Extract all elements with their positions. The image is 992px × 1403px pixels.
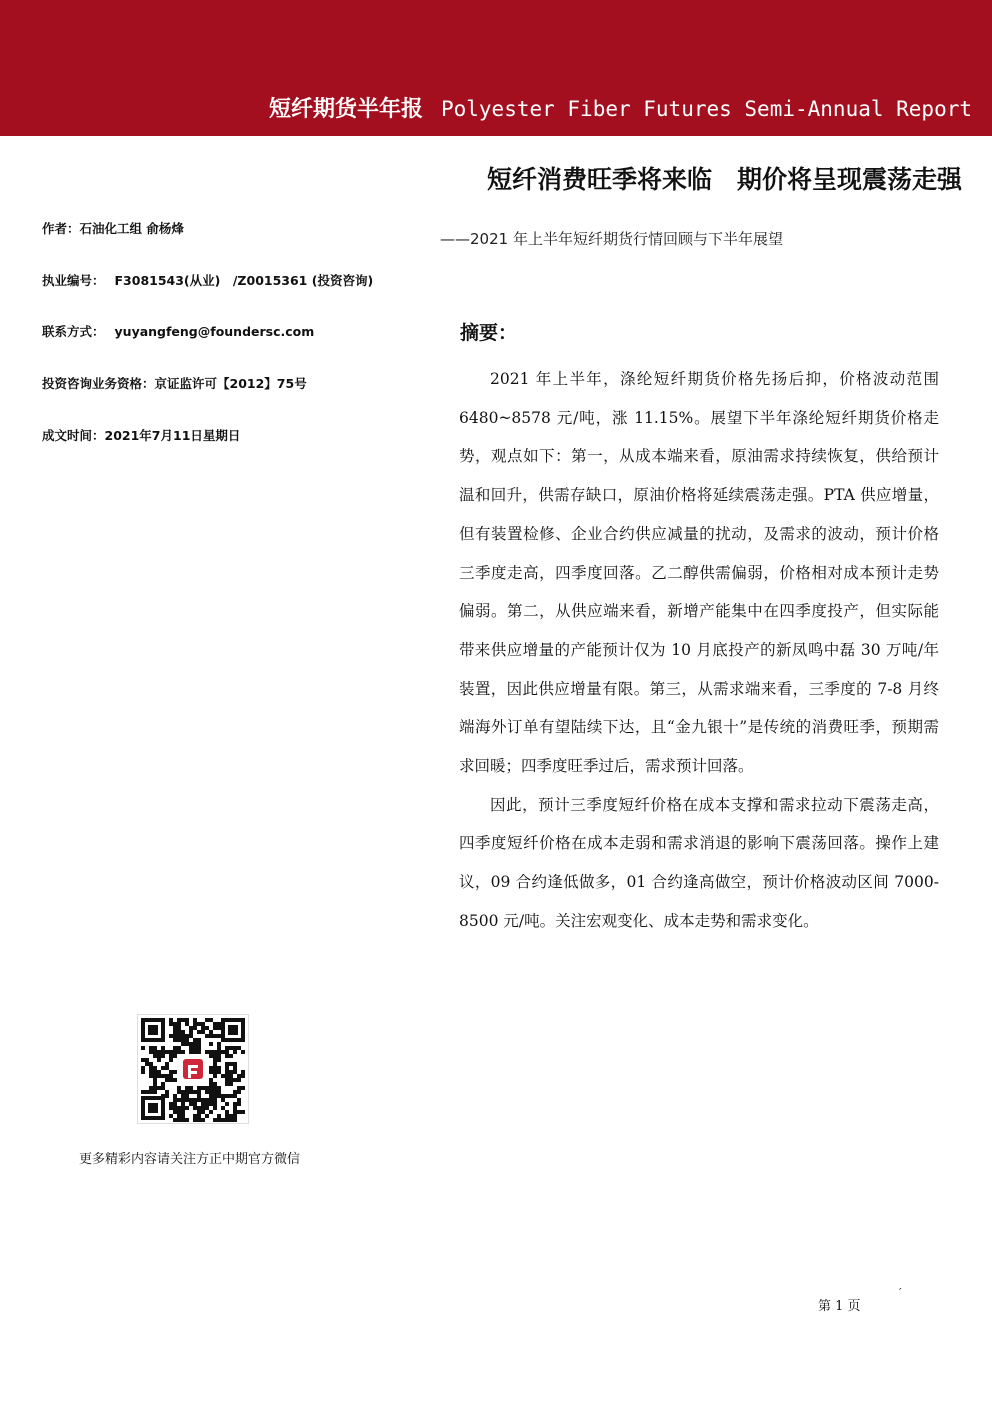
meta-qualification <box>42 374 307 392</box>
header-title-cn: 短纤期货半年报 <box>268 97 423 122</box>
qr-code-icon <box>137 1014 249 1124</box>
page-mark: ′ <box>899 1286 902 1299</box>
report-subtitle: ——2021 年上半年短纤期货行情回顾与下半年展望 <box>440 230 783 248</box>
abstract-paragraph: 因此，预计三季度短纤价格在成本支撑和需求拉动下震荡走高，四季度短纤价格在成本走弱和需求消退的影响下震荡回落。操作上建议，09 合约逢低做多，01 合约逢高做空，预计价格波动区间 7000-8500 元/吨。关注宏观变化、成本走势和需求变化。 <box>459 795 939 930</box>
meta-date-label: 成文时间： <box>42 428 105 443</box>
meta-author-value: 石油化工组 俞杨烽 <box>79 221 184 236</box>
meta-license <box>42 271 373 289</box>
abstract-paragraph: 2021 年上半年，涤纶短纤期货价格先扬后抑，价格波动范围 6480~8578 元/吨，涨 11.15%。展望下半年涤纶短纤期货价格走势，观点如下：第一，从成本端来看，原油需求持续恢复，供给预计温和回升，供需存缺口，原油价格将延续震荡走强。PTA 供应增量，但有装置检修、企业合约供应减量的扰动，及需求的波动，预计价格三季度走高，四季度回落。乙二醇供需偏弱，价格相对成本预计走势偏弱。第二，从供应端来看，新增产能集中在四季度投产，但实际能带来供应增量的产能预计仅为 10 月底投产的新凤鸣中磊 30 万吨/年装置，因此供应增量有限。第三，从需求端来看，三季度的 7-8 月终端海外订单有望陆续下达，且“金九银十”是传统的消费旺季，预期需求回暖；四季度旺季过后，需求预计回落。 <box>459 370 939 776</box>
abstract-body <box>459 360 939 941</box>
report-title: 短纤消费旺季将来临 期价将呈现震荡走强 <box>486 165 962 194</box>
meta-contact <box>42 322 314 340</box>
meta-contact-value[interactable]: yuyangfeng@foundersc.com <box>114 324 315 339</box>
header-band <box>0 0 992 136</box>
page-number: 第 1 页 <box>818 1299 861 1314</box>
meta-qualification-label: 投资咨询业务资格： <box>42 376 155 391</box>
meta-date <box>42 426 240 444</box>
meta-qualification-value: 京证监许可【2012】75号 <box>154 376 307 391</box>
abstract-heading: 摘要： <box>460 322 518 344</box>
meta-contact-label: 联系方式： <box>42 324 105 339</box>
meta-license-label: 执业编号： <box>42 273 105 288</box>
meta-author <box>42 219 184 237</box>
meta-date-value: 2021年7月11日星期日 <box>104 428 241 443</box>
header-title <box>269 92 972 123</box>
meta-license-value: F3081543(从业) /Z0015361 (投资咨询) <box>114 273 374 288</box>
qr-caption: 更多精彩内容请关注方正中期官方微信 <box>79 1152 301 1167</box>
header-title-en: Polyester Fiber Futures Semi-Annual Report <box>440 97 972 121</box>
meta-author-label: 作者： <box>42 221 80 236</box>
